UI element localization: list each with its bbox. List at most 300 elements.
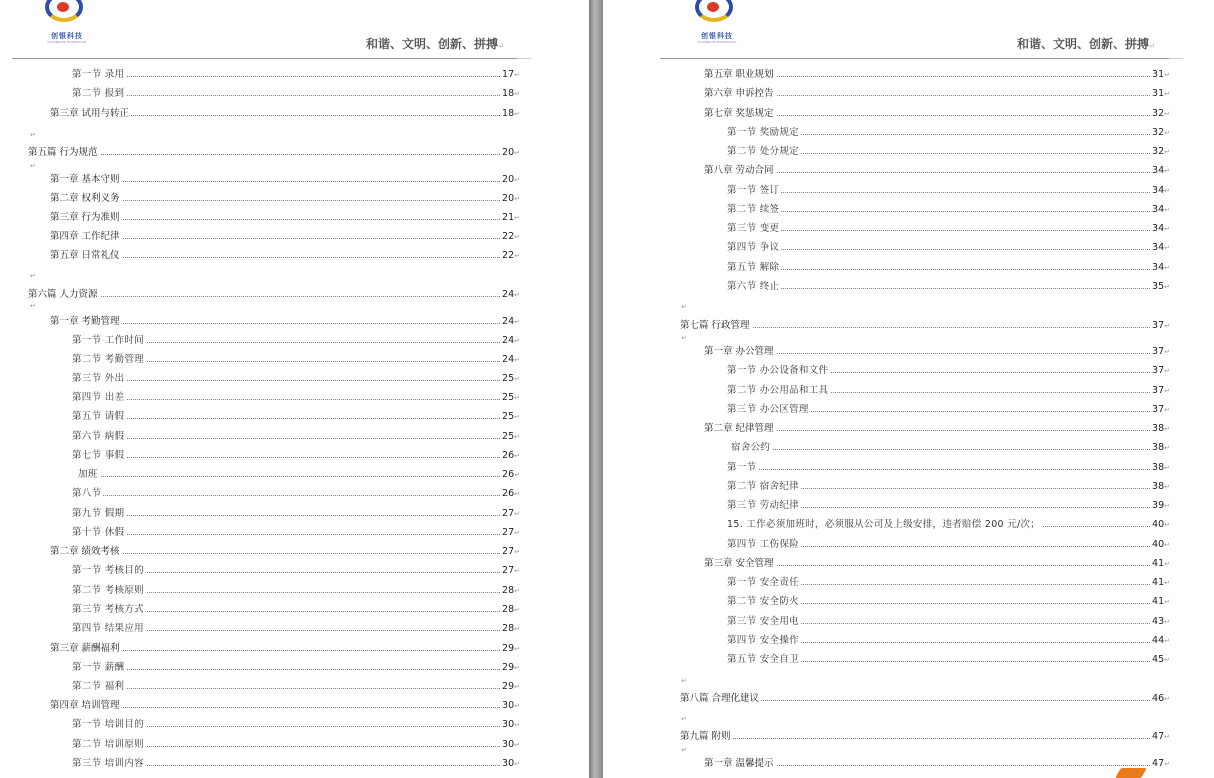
paragraph-mark: ↵ bbox=[514, 375, 520, 383]
toc-entry-page: 47↵ bbox=[1151, 756, 1170, 772]
toc-entry-label: 第一章 基本守则 bbox=[50, 174, 120, 185]
toc-entry-page: 32↵ bbox=[1151, 106, 1170, 122]
dot-leader bbox=[727, 211, 1170, 212]
toc-entry-page: 22↵ bbox=[501, 248, 520, 264]
paragraph-mark: ↵ bbox=[514, 702, 520, 710]
paragraph-mark: ↵ bbox=[1164, 521, 1170, 529]
toc-entry-label: 第五节 请假 bbox=[72, 411, 125, 422]
paragraph-mark: ↵ bbox=[514, 645, 520, 653]
toc-entry-page: 37↵ bbox=[1151, 383, 1170, 399]
dot-leader bbox=[72, 95, 520, 96]
dot-leader bbox=[680, 738, 1170, 739]
paragraph-mark: ↵ bbox=[1164, 367, 1170, 375]
toc-entry[interactable] bbox=[704, 756, 1170, 771]
toc-entry-page: 34↵ bbox=[1151, 163, 1170, 179]
dot-leader bbox=[72, 495, 520, 496]
toc-entry[interactable] bbox=[731, 440, 1170, 455]
paragraph-mark: ↵ bbox=[514, 71, 520, 79]
toc-entry-page: 27↵ bbox=[501, 525, 520, 541]
toc-entry-label: 宿舍公约 bbox=[731, 442, 771, 453]
toc-entry[interactable] bbox=[50, 248, 520, 263]
toc-entry-label: 第二节 考核原则 bbox=[72, 585, 144, 596]
paragraph-mark: ↵ bbox=[1164, 483, 1170, 491]
toc-entry[interactable] bbox=[727, 517, 1170, 532]
toc-entry-label: 第二节 福利 bbox=[72, 681, 125, 692]
toc-entry-label: 第三节 安全用电 bbox=[727, 616, 799, 627]
toc-entry-label: 第六章 申诉控告 bbox=[704, 88, 774, 99]
paragraph-mark: ↵ bbox=[1164, 129, 1170, 137]
document-page-right bbox=[603, 0, 1214, 778]
paragraph-mark: ↵ bbox=[30, 272, 36, 280]
toc-entry[interactable] bbox=[50, 106, 520, 121]
toc-entry[interactable] bbox=[727, 144, 1170, 159]
toc-entry-label: 第七篇 行政管理 bbox=[680, 320, 750, 331]
paragraph-mark: ↵ bbox=[514, 548, 520, 556]
dot-leader bbox=[727, 230, 1170, 231]
paragraph-mark: ↵ bbox=[681, 677, 687, 685]
paragraph-mark: ↵ bbox=[1164, 148, 1170, 156]
dot-leader bbox=[72, 688, 520, 689]
toc-entry-label: 第三章 试用与转正 bbox=[50, 108, 130, 119]
toc-entry-page: 30↵ bbox=[501, 756, 520, 772]
dot-leader bbox=[680, 327, 1170, 328]
toc-entry-label: 第一节 考核目的 bbox=[72, 565, 144, 576]
toc-entry-page: 24↵ bbox=[501, 314, 520, 330]
toc-entry-label: 加班 bbox=[78, 469, 98, 480]
paragraph-mark: ↵ bbox=[681, 746, 687, 754]
logo-subtext: CHUANGYIN TECHNOLOGY bbox=[47, 40, 87, 44]
toc-entry-page: 28↵ bbox=[501, 602, 520, 618]
toc-entry[interactable] bbox=[704, 86, 1170, 101]
toc-entry-page: 38↵ bbox=[1151, 421, 1170, 437]
toc-entry-page: 29↵ bbox=[501, 641, 520, 657]
toc-entry[interactable] bbox=[704, 67, 1170, 82]
paragraph-mark: ↵ bbox=[1164, 71, 1170, 79]
toc-entry-page: 39↵ bbox=[1151, 498, 1170, 514]
toc-entry-page: 18↵ bbox=[501, 106, 520, 122]
toc-entry[interactable] bbox=[727, 221, 1170, 236]
toc-entry-label: 第一节 奖励规定 bbox=[727, 127, 799, 138]
toc-entry-label: 第四章 培训管理 bbox=[50, 700, 120, 711]
toc-entry-page: 41↵ bbox=[1151, 556, 1170, 572]
toc-entry-label: 第一节 bbox=[727, 462, 757, 473]
toc-entry-label: 第六篇 人力资源 bbox=[28, 289, 98, 300]
paragraph-mark: ↵ bbox=[1164, 760, 1170, 768]
paragraph-mark: ↵ bbox=[514, 567, 520, 575]
toc-entry[interactable] bbox=[72, 448, 520, 463]
toc-entry[interactable] bbox=[28, 287, 520, 302]
toc-entry[interactable] bbox=[727, 652, 1170, 667]
paragraph-mark: ↵ bbox=[514, 471, 520, 479]
toc-entry-label: 第二节 办公用品和工具 bbox=[727, 385, 829, 396]
paragraph-mark: ↵ bbox=[514, 413, 520, 421]
toc-entry[interactable] bbox=[72, 371, 520, 386]
toc-entry-page: 24↵ bbox=[501, 287, 520, 303]
toc-entry-label: 第一章 温馨提示 bbox=[704, 758, 774, 769]
toc-entry[interactable] bbox=[727, 633, 1170, 648]
toc-entry-page: 38↵ bbox=[1151, 479, 1170, 495]
toc-entry-page: 34↵ bbox=[1151, 240, 1170, 256]
toc-right bbox=[603, 0, 1214, 778]
paragraph-mark: ↵ bbox=[514, 664, 520, 672]
paragraph-mark: ↵ bbox=[30, 302, 36, 310]
toc-entry-label: 第三节 培训内容 bbox=[72, 758, 144, 769]
dot-leader bbox=[72, 76, 520, 77]
toc-entry-label: 第七节 事假 bbox=[72, 450, 125, 461]
header-slogan: 和谐、文明、创新、拼搏↵ bbox=[366, 37, 504, 51]
toc-entry-page: 31↵ bbox=[1151, 67, 1170, 83]
toc-entry-label: 第一节 安全责任 bbox=[727, 577, 799, 588]
paragraph-mark: ↵ bbox=[1164, 90, 1170, 98]
paragraph-mark: ↵ bbox=[514, 394, 520, 402]
toc-entry-page: 35↵ bbox=[1151, 279, 1170, 295]
toc-entry[interactable] bbox=[72, 583, 520, 598]
toc-entry-page: 25↵ bbox=[501, 371, 520, 387]
paragraph-mark: ↵ bbox=[1164, 695, 1170, 703]
paragraph-mark: ↵ bbox=[1164, 264, 1170, 272]
toc-entry[interactable] bbox=[680, 729, 1170, 744]
toc-entry[interactable] bbox=[72, 486, 520, 501]
toc-entry[interactable] bbox=[72, 563, 520, 578]
paragraph-mark: ↵ bbox=[514, 510, 520, 518]
toc-entry-label: 第一节 薪酬 bbox=[72, 662, 125, 673]
paragraph-mark: ↵ bbox=[1164, 444, 1170, 452]
toc-entry[interactable] bbox=[72, 602, 520, 617]
paragraph-mark: ↵ bbox=[514, 606, 520, 614]
toc-entry[interactable] bbox=[72, 429, 520, 444]
toc-entry-page: 44↵ bbox=[1151, 633, 1170, 649]
paragraph-mark: ↵ bbox=[514, 356, 520, 364]
paragraph-mark: ↵ bbox=[1164, 464, 1170, 472]
toc-entry-label: 第三节 外出 bbox=[72, 373, 125, 384]
toc-entry[interactable] bbox=[727, 202, 1170, 217]
toc-entry-page: 24↵ bbox=[501, 352, 520, 368]
toc-entry-page: 20↵ bbox=[501, 145, 520, 161]
toc-entry[interactable] bbox=[727, 479, 1170, 494]
toc-entry[interactable] bbox=[680, 318, 1170, 333]
toc-entry-label: 第二节 报到 bbox=[72, 88, 125, 99]
toc-entry[interactable] bbox=[72, 333, 520, 348]
toc-entry[interactable] bbox=[72, 352, 520, 367]
toc-entry-label: 第三章 行为准则 bbox=[50, 212, 120, 223]
toc-entry-label: 第三节 考核方式 bbox=[72, 604, 144, 615]
toc-entry[interactable] bbox=[72, 525, 520, 540]
toc-entry-page: 25↵ bbox=[501, 409, 520, 425]
toc-entry-page: 38↵ bbox=[1151, 440, 1170, 456]
dot-leader bbox=[727, 288, 1170, 289]
toc-entry[interactable] bbox=[50, 172, 520, 187]
toc-entry-label: 第二章 权利义务 bbox=[50, 193, 120, 204]
page-gutter bbox=[589, 0, 603, 778]
toc-entry-page: 27↵ bbox=[501, 544, 520, 560]
toc-entry-page: 34↵ bbox=[1151, 221, 1170, 237]
paragraph-mark: ↵ bbox=[30, 162, 36, 170]
toc-entry-label: 第一节 办公设备和文件 bbox=[727, 365, 829, 376]
toc-entry-label: 第七章 奖惩规定 bbox=[704, 108, 774, 119]
toc-entry[interactable] bbox=[72, 506, 520, 521]
toc-entry-page: 40↵ bbox=[1151, 537, 1170, 553]
toc-entry[interactable] bbox=[72, 621, 520, 636]
toc-entry-page: 41↵ bbox=[1151, 594, 1170, 610]
paragraph-mark: ↵ bbox=[30, 131, 36, 139]
toc-entry-label: 第三节 劳动纪律 bbox=[727, 500, 799, 511]
toc-entry-page: 30↵ bbox=[501, 737, 520, 753]
toc-entry-page: 31↵ bbox=[1151, 86, 1170, 102]
toc-entry-page: 47↵ bbox=[1151, 729, 1170, 745]
paragraph-mark: ↵ bbox=[514, 760, 520, 768]
toc-entry-label: 第三节 变更 bbox=[727, 223, 780, 234]
toc-entry-page: 37↵ bbox=[1151, 318, 1170, 334]
toc-entry[interactable] bbox=[78, 467, 520, 482]
toc-entry-label: 第八篇 合理化建议 bbox=[680, 693, 760, 704]
paragraph-mark: ↵ bbox=[681, 303, 687, 311]
toc-entry[interactable] bbox=[727, 279, 1170, 294]
toc-entry[interactable] bbox=[727, 498, 1170, 513]
paragraph-mark: ↵ bbox=[1164, 283, 1170, 291]
toc-entry-page: 28↵ bbox=[501, 583, 520, 599]
logo-text: 创银科技 bbox=[51, 32, 83, 40]
toc-entry-page: 29↵ bbox=[501, 679, 520, 695]
toc-entry[interactable] bbox=[727, 575, 1170, 590]
toc-entry-label: 第二节 安全防火 bbox=[727, 596, 799, 607]
toc-entry-page: 30↵ bbox=[501, 717, 520, 733]
toc-entry[interactable] bbox=[680, 691, 1170, 706]
toc-entry[interactable] bbox=[50, 210, 520, 225]
paragraph-mark: ↵ bbox=[514, 252, 520, 260]
toc-entry[interactable] bbox=[72, 67, 520, 82]
paragraph-mark: ↵ bbox=[514, 90, 520, 98]
toc-entry[interactable] bbox=[727, 125, 1170, 140]
toc-entry-label: 第四节 争议 bbox=[727, 242, 780, 253]
paragraph-mark: ↵ bbox=[514, 587, 520, 595]
toc-entry-page: 26↵ bbox=[501, 448, 520, 464]
toc-entry-page: 45↵ bbox=[1151, 652, 1170, 668]
toc-entry[interactable] bbox=[72, 679, 520, 694]
toc-entry-page: 41↵ bbox=[1151, 575, 1170, 591]
toc-entry-page: 40↵ bbox=[1151, 517, 1170, 533]
header-slogan: 和谐、文明、创新、拼搏↵ bbox=[1017, 37, 1155, 51]
toc-entry-page: 20↵ bbox=[501, 172, 520, 188]
toc-entry[interactable] bbox=[727, 594, 1170, 609]
toc-entry-page: 24↵ bbox=[501, 333, 520, 349]
dot-leader bbox=[727, 192, 1170, 193]
dot-leader bbox=[72, 399, 520, 400]
dot-leader bbox=[727, 249, 1170, 250]
paragraph-mark: ↵ bbox=[1164, 244, 1170, 252]
paragraph-mark: ↵ bbox=[514, 625, 520, 633]
toc-entry-label: 第二节 培训原则 bbox=[72, 739, 144, 750]
toc-entry[interactable] bbox=[50, 544, 520, 559]
toc-entry-label: 第八章 劳动合同 bbox=[704, 165, 774, 176]
toc-entry-page: 34↵ bbox=[1151, 260, 1170, 276]
toc-entry-label: 第九篇 附则 bbox=[680, 731, 731, 742]
paragraph-mark: ↵ bbox=[514, 490, 520, 498]
dot-leader bbox=[72, 669, 520, 670]
toc-entry-label: 第一章 考勤管理 bbox=[50, 316, 120, 327]
toc-entry-label: 第二节 宿舍纪律 bbox=[727, 481, 799, 492]
paragraph-mark: ↵ bbox=[1164, 541, 1170, 549]
toc-entry[interactable] bbox=[72, 756, 520, 771]
toc-entry-page: 37↵ bbox=[1151, 344, 1170, 360]
toc-entry-label: 第六节 病假 bbox=[72, 431, 125, 442]
toc-entry-page: 26↵ bbox=[501, 486, 520, 502]
paragraph-mark: ↵ bbox=[514, 149, 520, 157]
toc-entry[interactable] bbox=[727, 260, 1170, 275]
toc-entry[interactable] bbox=[72, 409, 520, 424]
dot-leader bbox=[727, 469, 1170, 470]
toc-entry-label: 第四章 工作纪律 bbox=[50, 231, 120, 242]
toc-entry-label: 第五章 日常礼仪 bbox=[50, 250, 120, 261]
toc-entry-page: 18↵ bbox=[501, 86, 520, 102]
toc-entry-page: 28↵ bbox=[501, 621, 520, 637]
toc-entry-label: 第二节 处分规定 bbox=[727, 146, 799, 157]
paragraph-mark: ↵ bbox=[1164, 598, 1170, 606]
toc-entry-label: 15. 工作必须加班时，必须服从公司及上级安排，违者赔偿 200 元/次； bbox=[727, 519, 1041, 530]
toc-entry-page: 26↵ bbox=[501, 467, 520, 483]
toc-left bbox=[0, 0, 589, 778]
paragraph-mark: ↵ bbox=[514, 110, 520, 118]
toc-entry-page: 37↵ bbox=[1151, 363, 1170, 379]
toc-entry-label: 第四节 出差 bbox=[72, 392, 125, 403]
toc-entry[interactable] bbox=[50, 314, 520, 329]
toc-entry[interactable] bbox=[704, 344, 1170, 359]
toc-entry[interactable] bbox=[727, 614, 1170, 629]
toc-entry[interactable] bbox=[50, 641, 520, 656]
paragraph-mark: ↵ bbox=[1164, 110, 1170, 118]
toc-entry[interactable] bbox=[704, 106, 1170, 121]
paragraph-mark: ↵ bbox=[514, 721, 520, 729]
paragraph-mark: ↵ bbox=[1164, 637, 1170, 645]
toc-entry[interactable] bbox=[727, 383, 1170, 398]
paragraph-mark: ↵ bbox=[1164, 225, 1170, 233]
toc-entry-label: 第四节 工伤保险 bbox=[727, 539, 799, 550]
toc-entry-page: 32↵ bbox=[1151, 125, 1170, 141]
toc-entry-page: 29↵ bbox=[501, 660, 520, 676]
toc-entry-page: 20↵ bbox=[501, 191, 520, 207]
dot-leader bbox=[72, 534, 520, 535]
paragraph-mark: ↵ bbox=[681, 715, 687, 723]
dot-leader bbox=[731, 449, 1170, 450]
toc-entry[interactable] bbox=[704, 556, 1170, 571]
toc-entry-label: 第五节 解除 bbox=[727, 262, 780, 273]
paragraph-mark: ↵ bbox=[1164, 579, 1170, 587]
toc-entry-page: 27↵ bbox=[501, 506, 520, 522]
toc-entry[interactable] bbox=[727, 460, 1170, 475]
toc-entry[interactable] bbox=[727, 537, 1170, 552]
toc-entry[interactable] bbox=[72, 86, 520, 101]
toc-entry[interactable] bbox=[72, 737, 520, 752]
toc-entry-label: 第四节 安全操作 bbox=[727, 635, 799, 646]
toc-entry[interactable] bbox=[72, 390, 520, 405]
toc-entry-page: 22↵ bbox=[501, 229, 520, 245]
toc-entry-page: 17↵ bbox=[501, 67, 520, 83]
toc-entry[interactable] bbox=[704, 163, 1170, 178]
dot-leader bbox=[72, 457, 520, 458]
paragraph-mark: ↵ bbox=[1164, 322, 1170, 330]
document-page-left bbox=[0, 0, 589, 778]
paragraph-mark: ↵ bbox=[514, 195, 520, 203]
toc-entry-label: 第九节 假期 bbox=[72, 508, 125, 519]
paragraph-mark: ↵ bbox=[1164, 167, 1170, 175]
paragraph-mark: ↵ bbox=[1164, 406, 1170, 414]
dot-leader bbox=[72, 515, 520, 516]
paragraph-mark: ↵ bbox=[1164, 560, 1170, 568]
toc-entry-page: 46↵ bbox=[1151, 691, 1170, 707]
logo-text: 创银科技 bbox=[701, 32, 733, 40]
toc-entry-page: 25↵ bbox=[501, 429, 520, 445]
paragraph-mark: ↵ bbox=[514, 433, 520, 441]
toc-entry-label: 第五篇 行为规范 bbox=[28, 147, 98, 158]
toc-entry-page: 32↵ bbox=[1151, 144, 1170, 160]
paragraph-mark: ↵ bbox=[514, 529, 520, 537]
toc-entry[interactable] bbox=[50, 191, 520, 206]
toc-entry-label: 第二章 纪律管理 bbox=[704, 423, 774, 434]
paragraph-mark: ↵ bbox=[1164, 206, 1170, 214]
toc-entry[interactable] bbox=[28, 145, 520, 160]
toc-entry[interactable] bbox=[50, 698, 520, 713]
toc-entry-label: 第一节 签订 bbox=[727, 185, 780, 196]
toc-entry-label: 第一章 办公管理 bbox=[704, 346, 774, 357]
paragraph-mark: ↵ bbox=[514, 233, 520, 241]
dot-leader bbox=[78, 476, 520, 477]
paragraph-mark: ↵ bbox=[1164, 733, 1170, 741]
toc-entry[interactable] bbox=[727, 402, 1170, 417]
toc-entry[interactable] bbox=[704, 421, 1170, 436]
paragraph-mark: ↵ bbox=[1164, 618, 1170, 626]
toc-entry-label: 第三节 办公区管理 bbox=[727, 404, 809, 415]
toc-entry-page: 38↵ bbox=[1151, 460, 1170, 476]
paragraph-mark: ↵ bbox=[1164, 187, 1170, 195]
paragraph-mark: ↵ bbox=[514, 214, 520, 222]
toc-entry[interactable] bbox=[727, 183, 1170, 198]
toc-entry-label: 第一节 工作时间 bbox=[72, 335, 144, 346]
toc-entry[interactable] bbox=[727, 363, 1170, 378]
toc-entry-label: 第四节 结果应用 bbox=[72, 623, 144, 634]
paragraph-mark: ↵ bbox=[1164, 656, 1170, 664]
toc-entry-page: 34↵ bbox=[1151, 183, 1170, 199]
toc-entry-page: 27↵ bbox=[501, 563, 520, 579]
paragraph-mark: ↵ bbox=[1164, 502, 1170, 510]
toc-entry-label: 第五节 安全自卫 bbox=[727, 654, 799, 665]
dot-leader bbox=[727, 269, 1170, 270]
dot-leader bbox=[28, 296, 520, 297]
dot-leader bbox=[28, 154, 520, 155]
toc-entry[interactable] bbox=[72, 717, 520, 732]
toc-entry-label: 第二节 续签 bbox=[727, 204, 780, 215]
toc-entry-page: 21↵ bbox=[501, 210, 520, 226]
dot-leader bbox=[72, 380, 520, 381]
toc-entry-label: 第一节 培训目的 bbox=[72, 719, 144, 730]
paragraph-mark: ↵ bbox=[514, 683, 520, 691]
toc-entry-page: 43↵ bbox=[1151, 614, 1170, 630]
toc-entry-label: 第二章 绩效考核 bbox=[50, 546, 120, 557]
paragraph-mark: ↵ bbox=[514, 318, 520, 326]
toc-entry-label: 第五章 职业规划 bbox=[704, 69, 774, 80]
toc-entry[interactable] bbox=[72, 660, 520, 675]
paragraph-mark: ↵ bbox=[1164, 387, 1170, 395]
toc-entry-label: 第三章 安全管理 bbox=[704, 558, 774, 569]
paragraph-mark: ↵ bbox=[1164, 425, 1170, 433]
paragraph-mark: ↵ bbox=[514, 452, 520, 460]
paragraph-mark: ↵ bbox=[514, 291, 520, 299]
toc-entry[interactable] bbox=[50, 229, 520, 244]
toc-entry[interactable] bbox=[727, 240, 1170, 255]
logo-subtext: CHUANGYIN TECHNOLOGY bbox=[697, 40, 737, 44]
toc-entry-page: 34↵ bbox=[1151, 202, 1170, 218]
toc-entry-page: 37↵ bbox=[1151, 402, 1170, 418]
toc-entry-label: 第三章 薪酬福利 bbox=[50, 643, 120, 654]
toc-entry-page: 30↵ bbox=[501, 698, 520, 714]
